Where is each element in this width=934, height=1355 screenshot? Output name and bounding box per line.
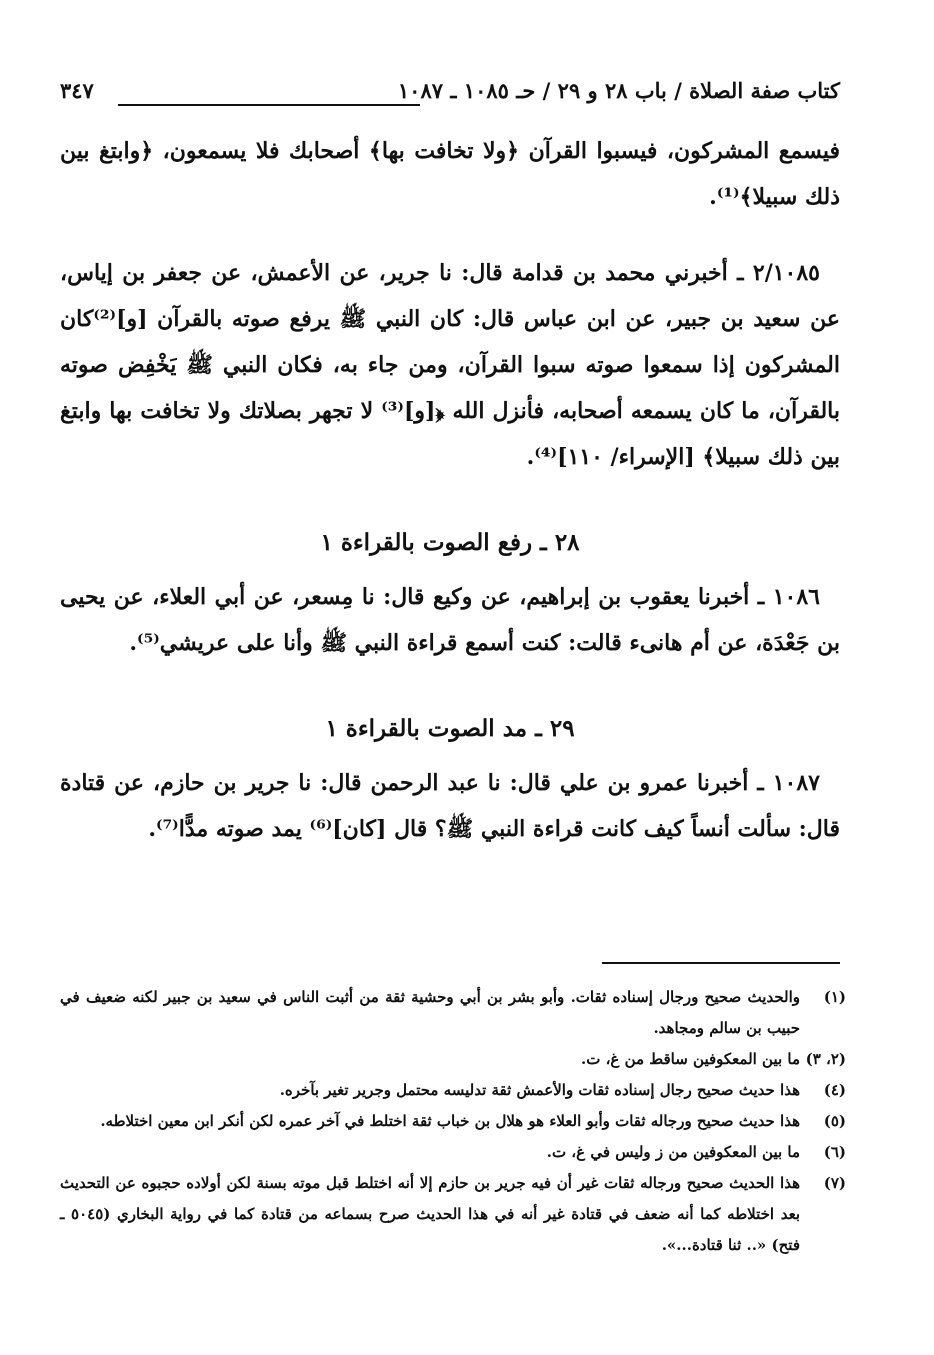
running-head-rule [118, 104, 420, 106]
footnote-item [60, 1044, 846, 1075]
footnote-number: (٢، ٣) [805, 1050, 846, 1068]
footnote-text: هذا حديث صحيح رجال إسناده ثقات والأعمش ثقة تدليسه محتمل وجرير تغير بآخره. [279, 1081, 800, 1099]
page-number: ٣٤٧ [60, 78, 94, 103]
footnote-item [60, 1168, 846, 1261]
hadith-1087: ١٠٨٧ ـ أخبرنا عمرو بن علي قال: نا عبد الرحمن قال: نا جرير بن حازم، عن قتادة قال: سألت أنساً كيف كانت قراءة النبي ﷺ؟ قال [كان]⁽⁶⁾ يمد صوته مدًّا⁽⁷⁾. [60, 770, 840, 842]
running-head [60, 70, 840, 114]
hadith-1085: ٢/١٠٨٥ ـ أخبرني محمد بن قدامة قال: نا جرير، عن الأعمش، عن جعفر بن إياس، عن سعيد بن جبير، عن ابن عباس قال: كان النبي ﷺ يرفع صوته بالقرآن [و]⁽²⁾كان المشركون إذا سمعوا صوته سبوا القرآن، ومن جاء به، فكان النبي ﷺ يَخْفِض صوته بالقرآن، ما كان يسمعه أصحابه، فأنزل الله ﴿[و]⁽³⁾ لا تجهر بصلاتك ولا تخافت بها وابتغ بين ذلك سبيلا﴾ [الإسراء/ ١١٠]⁽⁴⁾. [60, 260, 840, 470]
section-heading-29: ٢٩ ـ مد الصوت بالقراءة ١ [325, 715, 575, 742]
page [60, 70, 840, 852]
footnote-number: (٧) [823, 1174, 846, 1192]
footnote-number: (٥) [823, 1112, 846, 1130]
running-head-title: كتاب صفة الصلاة / باب ٢٨ و ٢٩ / حـ ١٠٨٥ ـ ١٠٨٧ [397, 78, 840, 103]
section-heading-28: ٢٨ ـ رفع الصوت بالقراءة ١ [320, 529, 580, 556]
footnote-text: هذا حديث صحيح ورجاله ثقات وأبو العلاء هو هلال بن خباب ثقة اختلط في آخر عمره لكن أنكر ابن معين اختلاطه. [100, 1112, 800, 1130]
footnote-item [60, 1075, 846, 1106]
footnote-item [60, 1137, 846, 1168]
footnote-number: (٦) [823, 1143, 846, 1161]
hadith-1086: ١٠٨٦ ـ أخبرنا يعقوب بن إبراهيم، عن وكيع قال: نا مِسعر، عن أبي العلاء، عن يحيى بن جَعْدَة، عن أم هانىء قالت: كنت أسمع قراءة النبي ﷺ وأنا على عريشي⁽⁵⁾. [60, 584, 840, 656]
footnotes [60, 982, 846, 1261]
footnote-text: والحديث صحيح ورجال إسناده ثقات. وأبو بشر بن أبي وحشية ثقة من أثبت الناس في سعيد بن جبير لكنه ضعيف في حبيب بن سالم ومجاهد. [60, 988, 800, 1037]
footnote-separator [602, 962, 840, 964]
footnote-text: ما بين المعكوفين من ز وليس في غ، ت. [546, 1143, 800, 1161]
footnote-text: ما بين المعكوفين ساقط من غ، ت. [581, 1050, 800, 1068]
paragraph-continuation: فيسمع المشركون، فيسبوا القرآن ﴿ولا تخافت بها﴾ أصحابك فلا يسمعون، ﴿وابتغ بين ذلك سبيلا﴾⁽¹⁾. [60, 138, 840, 210]
footnote-number: (٤) [823, 1081, 846, 1099]
footnote-item [60, 1106, 846, 1137]
footnote-number: (١) [823, 988, 846, 1006]
footnote-item [60, 982, 846, 1044]
footnote-text: هذا الحديث صحيح ورجاله ثقات غير أن فيه جرير بن حازم إلا أنه اختلط قبل موته بسنة لكن أولاده حجبوه عن التحديث بعد اختلاطه كما أنه ضعف في قتادة غير أنه في هذا الحديث صرح بسماعه من قتادة كما في رواية البخاري (٥٠٤٥ ـ فتح) «.. ثنا قتادة...». [60, 1174, 800, 1254]
